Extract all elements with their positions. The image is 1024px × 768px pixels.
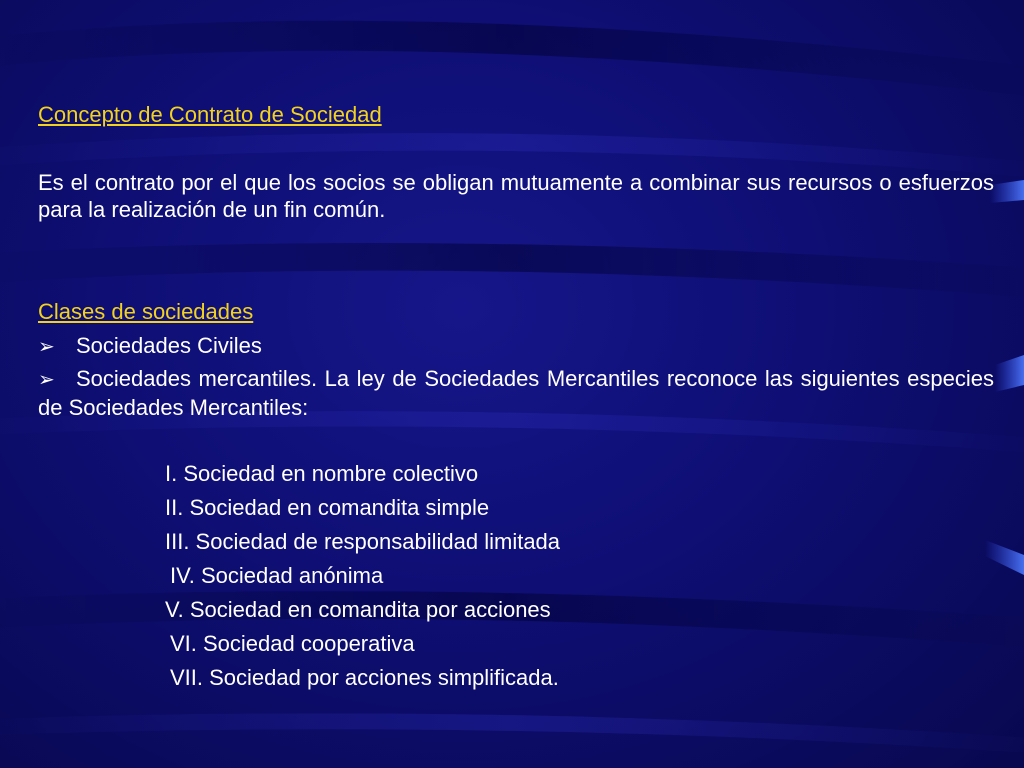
concept-definition: Es el contrato por el que los socios se obligan mutuamente a combinar sus recursos o esfuerzos para la realización de un fin común.	[38, 170, 994, 222]
bullet-text: Sociedades Civiles	[76, 333, 262, 358]
bullet-item-civiles	[38, 332, 994, 361]
species-item-3: III. Sociedad de responsabilidad limitada	[165, 529, 561, 554]
species-item-7: VII. Sociedad por acciones simplificada.	[170, 665, 559, 690]
concept-heading: Concepto de Contrato de Sociedad	[38, 102, 382, 127]
edge-streak-3	[985, 540, 1024, 575]
species-item-6: VI. Sociedad cooperativa	[170, 631, 415, 656]
species-item-2: II. Sociedad en comandita simple	[165, 495, 490, 520]
edge-streak-2	[995, 355, 1024, 392]
streak-1	[0, 21, 1024, 100]
streak-6	[0, 713, 1024, 755]
species-item-5: V. Sociedad en comandita por acciones	[165, 597, 551, 622]
bullet-text: Sociedades mercantiles. La ley de Sociedades Mercantiles reconoce las siguientes especies de Sociedades Mercantiles:	[38, 366, 994, 420]
arrow-bullet-icon: ➢	[38, 336, 55, 358]
arrow-bullet-icon: ➢	[38, 369, 55, 391]
classes-heading: Clases de sociedades	[38, 299, 254, 324]
streak-3	[0, 243, 1024, 300]
species-item-4: IV. Sociedad anónima	[170, 563, 384, 588]
species-item-1: I. Sociedad en nombre colectivo	[165, 461, 479, 486]
edge-streak-1	[990, 180, 1024, 203]
bullet-item-mercantiles	[38, 365, 994, 421]
